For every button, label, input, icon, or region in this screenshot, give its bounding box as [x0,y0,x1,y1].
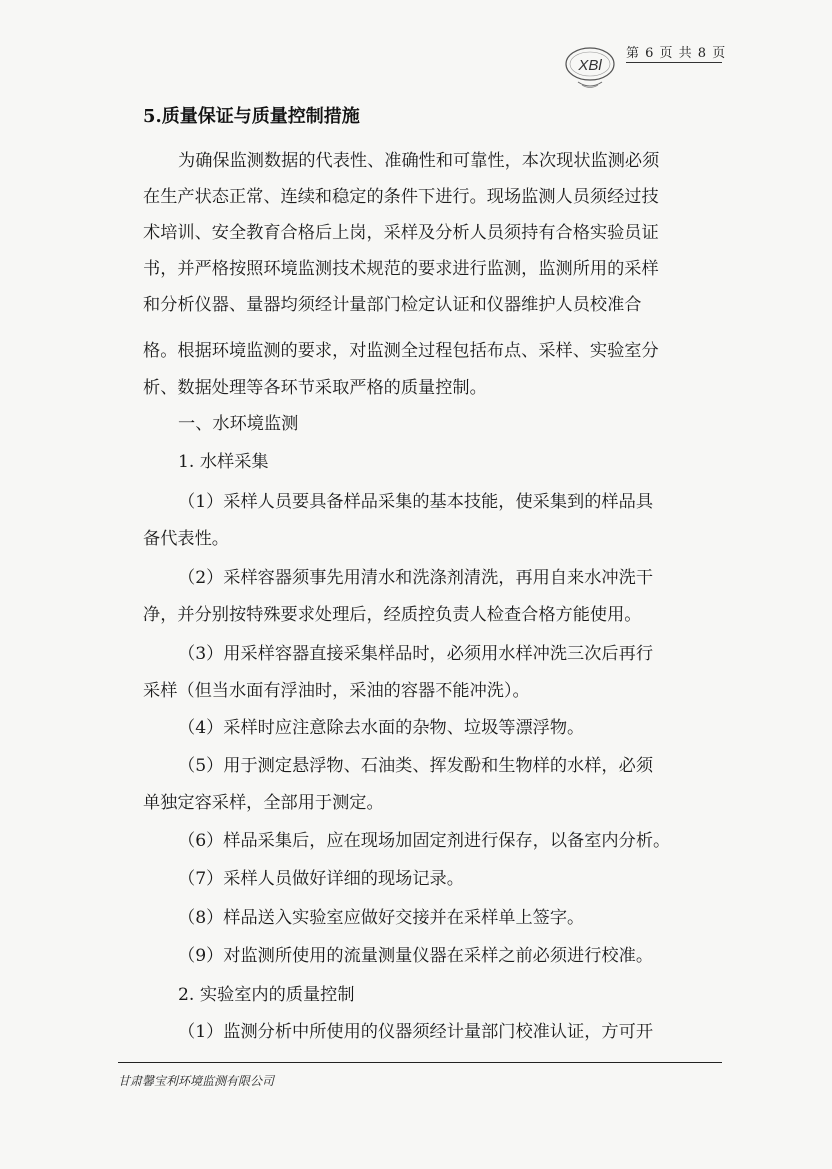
body-line: 格。根据环境监测的要求，对监测全过程包括布点、采样、实验室分 [143,341,659,361]
list-item: （4）采样时应注意除去水面的杂物、垃圾等漂浮物。 [178,718,585,738]
body-line: 和分析仪器、量器均须经计量部门检定认证和仪器维护人员校准合 [143,295,642,315]
body-line: 术培训、安全教育合格后上岗，采样及分析人员须持有合格实验员证 [143,223,659,243]
list-item: （7）采样人员做好详细的现场记录。 [178,869,464,889]
list-item: （8）样品送入实验室应做好交接并在采样单上签字。 [178,908,585,928]
section-title: 5.质量保证与质量控制措施 [143,106,360,127]
body-line: 单独定容采样，全部用于测定。 [143,793,384,813]
list-item: （2）采样容器须事先用清水和洗涤剂清洗，再用自来水冲洗干 [178,568,654,588]
body-line: 采样（但当水面有浮油时，采油的容器不能冲洗）。 [143,681,530,701]
body-line: 在生产状态正常、连续和稳定的条件下进行。现场监测人员须经过技 [143,187,659,207]
list-item: （3）用采样容器直接采集样品时，必须用水样冲洗三次后再行 [178,644,654,664]
subsection-heading: 一、水环境监测 [178,414,299,434]
list-item: （6）样品采集后，应在现场加固定剂进行保存，以备室内分析。 [178,831,671,851]
body-line: 书，并严格按照环境监测技术规范的要求进行监测，监测所用的采样 [143,259,659,279]
footer-company-name: 甘肃馨宝利环境监测有限公司 [118,1074,275,1088]
svg-text:XBl: XBl [578,57,602,74]
company-logo [560,40,620,92]
subsection-heading: 2. 实验室内的质量控制 [178,985,355,1005]
body-line: 析、数据处理等各环节采取严格的质量控制。 [143,378,487,398]
footer-rule [118,1062,722,1063]
page-number-info: 第 6 页 共 8 页 [626,46,727,61]
list-item: （5）用于测定悬浮物、石油类、挥发酚和生物样的水样，必须 [178,756,654,776]
body-line: 备代表性。 [143,529,229,549]
header-rule [626,62,722,63]
body-line: 净，并分别按特殊要求处理后，经质控负责人检查合格方能使用。 [143,605,642,625]
subsection-heading: 1. 水样采集 [178,452,269,472]
list-item: （9）对监测所使用的流量测量仪器在采样之前必须进行校准。 [178,946,654,966]
list-item: （1）采样人员要具备样品采集的基本技能，使采集到的样品具 [178,492,654,512]
body-line: 为确保监测数据的代表性、准确性和可靠性，本次现状监测必须 [178,151,660,171]
list-item: （1）监测分析中所使用的仪器须经计量部门校准认证，方可开 [178,1022,654,1042]
